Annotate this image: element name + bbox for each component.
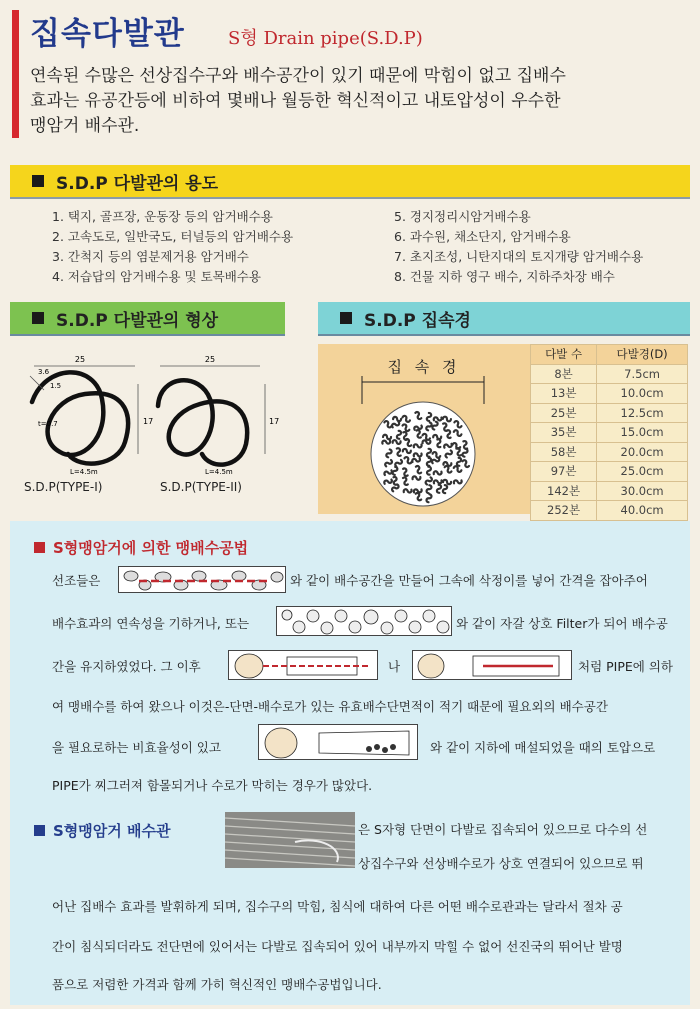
crushed-pipe-icon: [259, 725, 418, 760]
table-row: [531, 403, 688, 423]
bundle-count-cell: 35본: [531, 423, 597, 443]
bundle-diameter-figure: [318, 344, 530, 514]
method-text: 여 맹배수를 하여 왔으나 이것은-단면-배수로가 있는 유효배수단면적이 적기 때문에 필요외의 배수공간: [52, 699, 608, 714]
method-text: 와 같이 자갈 상호 Filter가 되어 배수공: [456, 616, 668, 631]
header-description: [30, 64, 690, 139]
table-header-row: [531, 345, 688, 365]
sdp-title: S형맹암거 배수관: [53, 822, 171, 840]
usage-item: 7. 초지조성, 니탄지대의 토지개량 암거배수용: [394, 249, 644, 264]
bundled-pipe-photo-icon: [225, 812, 355, 868]
method-text: 선조들은: [52, 573, 101, 588]
table-row: [531, 462, 688, 482]
diameter-figure-label: 집 속 경: [387, 358, 461, 376]
header-desc-line: 연속된 수많은 선상집수구와 배수공간이 있기 때문에 막힘이 없고 집배수: [30, 66, 566, 86]
bundle-diameter-cell: 12.5cm: [597, 403, 688, 423]
bundle-diameter-cell: 10.0cm: [597, 384, 688, 404]
usage-item: 1. 택지, 골프장, 운동장 등의 암거배수용: [52, 209, 273, 224]
table-row: [531, 442, 688, 462]
sdp-text: 은 S자형 단면이 다발로 집속되어 있으므로 다수의 선: [358, 822, 648, 837]
method-text: 배수효과의 연속성을 기하거나, 또는: [52, 616, 250, 631]
square-bullet-icon: [34, 542, 45, 553]
bundle-count-cell: 25본: [531, 403, 597, 423]
dim-b-label: 3.6: [38, 368, 50, 376]
bundle-diameter-cell: 20.0cm: [597, 442, 688, 462]
dim-height-label: 17: [143, 417, 154, 426]
table-row: [531, 481, 688, 501]
method-panel: [10, 521, 690, 1005]
page-title: 집속다발관: [30, 16, 185, 52]
sdp-text: 어난 집배수 효과를 발휘하게 되며, 집수구의 막힘, 침식에 대하여 다른 어떤 배수로관과는 달라서 절차 공: [52, 899, 623, 914]
usage-section-header: [10, 165, 690, 199]
usage-list-left: [52, 207, 293, 287]
bundle-diameter-cell: 15.0cm: [597, 423, 688, 443]
usage-item: 8. 건물 지하 영구 배수, 지하주차장 배수: [394, 269, 615, 284]
crushed-pipe-figure: [258, 724, 418, 760]
square-bullet-icon: [32, 175, 44, 187]
bundle-count-cell: 252본: [531, 501, 597, 521]
header-accent-bar: [12, 10, 19, 138]
bundle-count-cell: 58본: [531, 442, 597, 462]
brushwood-drain-figure: [118, 566, 286, 593]
bundle-diameter-cell: 7.5cm: [597, 364, 688, 384]
gravel-filter-figure: [276, 606, 452, 636]
dim-width-label: 25: [74, 355, 86, 364]
perforated-pipe-icon: [229, 651, 378, 680]
diameter-section-header: [318, 302, 690, 336]
method-text: 처럼 PIPE에 의하: [578, 659, 673, 674]
col-header-bundle-diameter: 다발경(D): [597, 345, 688, 365]
usage-item: 3. 간척지 등의 염분제거용 암거배수: [52, 249, 249, 264]
usage-item: 4. 저습답의 암거배수용 및 토목배수용: [52, 269, 261, 284]
dim-width2-label: 25: [204, 355, 216, 364]
table-row: [531, 423, 688, 443]
shape-section-title: S.D.P 다발관의 형상: [56, 310, 219, 331]
table-row: [531, 501, 688, 521]
method-text: 간을 유지하였었다. 그 이후: [52, 659, 201, 674]
bundle-diameter-cell: 30.0cm: [597, 481, 688, 501]
square-bullet-icon: [340, 312, 352, 324]
table-row: [531, 384, 688, 404]
dim-a-label: 1.5: [50, 382, 62, 390]
diameter-table: [530, 344, 688, 521]
type2-caption: S.D.P(TYPE-II): [160, 480, 242, 494]
bundle-cross-section-icon: [318, 344, 530, 514]
dim-height2-label: 17: [269, 417, 280, 426]
method-title: S형맹암거에 의한 맹배수공법: [53, 539, 249, 557]
length-label-1: L=4.5m: [70, 468, 98, 476]
method-text: 와 같이 지하에 매설되었을 때의 토압으로: [430, 740, 656, 755]
sdp-product-photo: [225, 812, 355, 868]
method-text: PIPE가 찌그러져 함몰되거나 수로가 막히는 경우가 많았다.: [52, 778, 373, 793]
sdp-text: 간이 침식되더라도 전단면에 있어서는 다발로 집속되어 있어 내부까지 막힐 수 없어 선진국의 뛰어난 발명: [52, 939, 623, 954]
brushwood-drain-icon: [119, 567, 286, 593]
filter-pipe-icon: [413, 651, 572, 680]
bundle-count-cell: 97본: [531, 462, 597, 482]
type1-caption: S.D.P(TYPE-I): [24, 480, 103, 494]
shape-section-header: [10, 302, 285, 336]
length-label-2: L=4.5m: [205, 468, 233, 476]
type1-profile: [32, 372, 128, 463]
method-text: 와 같이 배수공간을 만들어 그속에 삭정이를 넣어 간격을 잡아주어: [290, 573, 648, 588]
usage-list-right: [394, 207, 643, 287]
table-row: [531, 364, 688, 384]
dim-thickness-label: t=0.7: [38, 420, 58, 428]
sdp-text: 상집수구와 선상배수로가 상호 연결되어 있으므로 뛰: [358, 856, 644, 871]
usage-item: 6. 과수원, 채소단지, 암거배수용: [394, 229, 571, 244]
method-text: 나: [388, 659, 401, 674]
sdp-text: 품으로 저렴한 가격과 함께 가히 혁신적인 맹배수공법입니다.: [52, 977, 382, 992]
square-bullet-icon: [32, 312, 44, 324]
bundle-count-cell: 8본: [531, 364, 597, 384]
bundle-diameter-cell: 40.0cm: [597, 501, 688, 521]
page-subtitle: S형 Drain pipe(S.D.P): [228, 28, 423, 49]
type2-profile: [158, 380, 247, 464]
col-header-bundle-count: 다발 수: [531, 345, 597, 365]
square-bullet-icon: [34, 825, 45, 836]
bundle-count-cell: 142본: [531, 481, 597, 501]
header-desc-line: 맹암거 배수관.: [30, 116, 140, 136]
filter-pipe-figure: [412, 650, 572, 680]
header-desc-line: 효과는 유공간등에 비하여 몇배나 월등한 혁신적이고 내토압성이 우수한: [30, 91, 561, 111]
method-heading: [34, 537, 248, 558]
usage-item: 2. 고속도로, 일반국도, 터널등의 암거배수용: [52, 229, 294, 244]
sdp-heading: [34, 820, 170, 841]
bundle-count-cell: 13본: [531, 384, 597, 404]
usage-section-title: S.D.P 다발관의 용도: [56, 173, 219, 194]
bundle-diameter-cell: 25.0cm: [597, 462, 688, 482]
perforated-pipe-figure: [228, 650, 378, 680]
diameter-section-title: S.D.P 집속경: [364, 310, 471, 331]
method-text: 을 필요로하는 비효율성이 있고: [52, 740, 221, 755]
gravel-filter-icon: [277, 607, 452, 636]
usage-item: 5. 경지정리시암거배수용: [394, 209, 531, 224]
